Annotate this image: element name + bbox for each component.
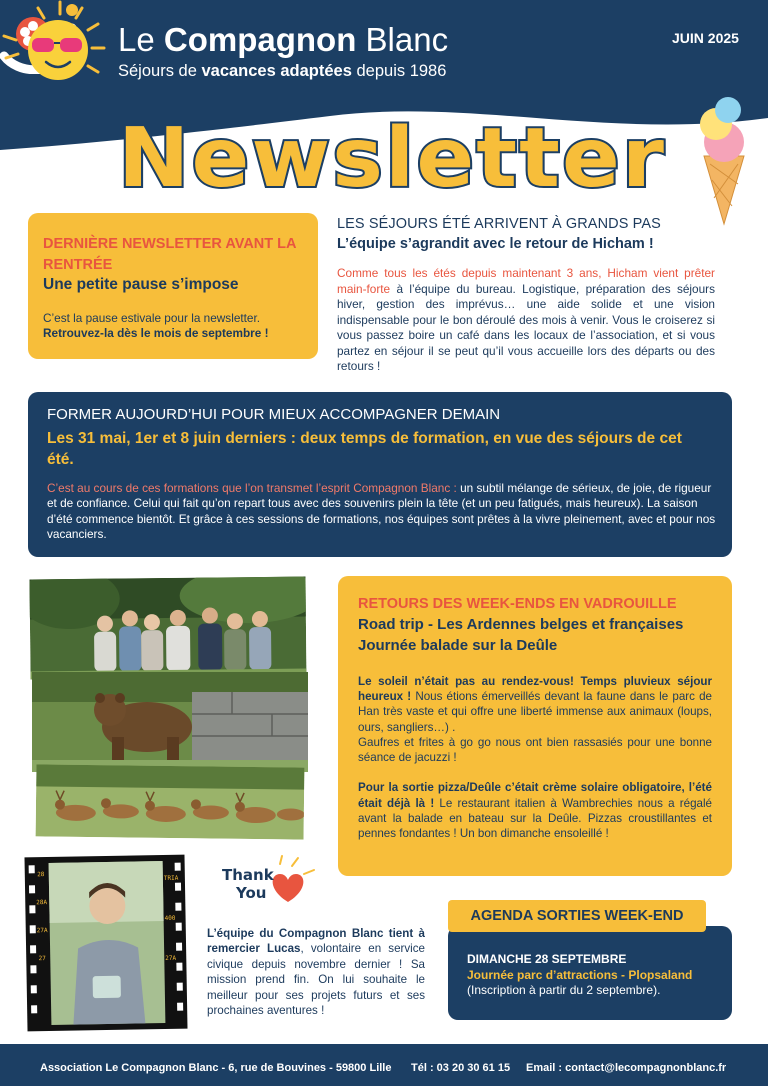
lucas-film-photo (24, 855, 187, 1032)
training-body: C’est au cours de ces formations que l’on transmet l’esprit Compagnon Blanc : un subtil mélange de sérieux, de joie, de rigueur et de confiance. Celui qui fait qu’on repart tous avec des souvenirs plein la tête (et un peu fatigués, mais heureux). La saison d’été commence bientôt. Et grâce à ces sessions de formations, nos équipes sont prêtes à la vivre pleinement, avec et pour nos vacanciers. (47, 481, 716, 541)
summer-subtitle: L’équipe s’agrandit avec le retour de Hicham ! (337, 236, 654, 252)
agenda-note: (Inscription à partir du 2 septembre). (467, 983, 661, 998)
thanks-text: L’équipe du Compagnon Blanc tient à remercier Lucas, volontaire en service civique depuis novembre dernier ! Sa mission prend fin. On lui souhaite le meilleur pour ses projets futurs et ses prochaines aventures ! (207, 927, 425, 1018)
training-subtitle: Les 31 mai, 1er et 8 juin derniers : deux temps de formation, en vue des séjours de cet été. (47, 430, 682, 468)
svg-text:Thank: Thank (222, 866, 274, 884)
thank-you-heart-icon (218, 852, 328, 908)
agenda-content (467, 952, 727, 999)
last-newsletter-kicker: DERNIÈRE NEWSLETTER AVANT LA RENTRÉE (43, 236, 296, 273)
footer-address: Association Le Compagnon Blanc - 6, rue de Bouvines - 59800 Lille (40, 1062, 392, 1074)
newsletter-title (118, 108, 678, 204)
last-newsletter-subtitle: Une petite pause s’impose (43, 276, 239, 293)
brand-name: Le Compagnon Blanc (118, 21, 449, 58)
summer-article (337, 216, 715, 375)
issue-date: JUIN 2025 (672, 30, 739, 46)
sun-sunglasses-icon (0, 0, 110, 96)
ice-cream-icon (690, 94, 756, 226)
weekends-card (338, 576, 732, 876)
training-card (28, 392, 732, 557)
weekends-kicker: RETOURS DES WEEK-ENDS EN VADROUILLE (358, 596, 677, 612)
agenda-event: Journée parc d’attractions - Plopsaland (467, 967, 693, 982)
film-edge-labels: 28 28A 27A 27 (36, 871, 48, 963)
weekends-body: Le soleil n’était pas au rendez-vous! Temps pluvieux séjour heureux ! Nous étions émerveillés devant la faune dans le parc de Han très vaste et qui offre une liberté immense aux animaux (loups, ours, sangliers…) . Gaufres et frites à go go nous ont bien rassasiés pour une bonne séance de jacuzzi ! Pour la sortie pizza/Deûle c’était crème solaire obligatoire, l’été était déjà là ! Le restaurant italien à Wambrechies nous a régalé avant la balade en bateau sur la Deûle. Pizzas croustillantes et pennes fondantes ! Un bon dimanche ensoleillé ! (358, 675, 712, 841)
footer-email[interactable]: Email : contact@lecompagnonblanc.fr (526, 1062, 727, 1074)
footer (0, 1044, 768, 1086)
deer-photo (36, 764, 305, 839)
weekends-subtitle-2: Journée balade sur la Deûle (358, 637, 558, 654)
svg-text:You: You (236, 884, 267, 902)
agenda-tab: AGENDA SORTIES WEEK-END (448, 900, 706, 932)
last-newsletter-card (28, 213, 318, 359)
film-edge-labels-right: TRIA 400 27A (163, 874, 179, 962)
brand-block (118, 20, 448, 81)
bear-photo (32, 672, 308, 772)
weekends-subtitle-1: Road trip - Les Ardennes belges et françaises (358, 616, 684, 633)
svg-text:Newsletter: Newsletter (118, 111, 666, 204)
brand-tagline: Séjours de vacances adaptées depuis 1986 (118, 62, 447, 80)
training-title: FORMER AUJOURD’HUI POUR MIEUX ACCOMPAGNER DEMAIN (47, 406, 501, 423)
summer-title: LES SÉJOURS ÉTÉ ARRIVENT À GRANDS PAS (337, 216, 661, 232)
summer-body: Comme tous les étés depuis maintenant 3 ans, Hicham vient prêter main-forte à l’équipe du bureau. Logistique, préparation des séjours hiver, gestion des imprévus… une aide solide et une vision indispensable pour le bon déroulé des mois à venir. Vous le croiserez si vous passez boire un café dans les locaux de l’association, et si vous partez en séjour il se peut qu’il vous accueille lors des départs ou des retours ! (337, 266, 715, 373)
agenda-date: DIMANCHE 28 SEPTEMBRE (467, 952, 627, 966)
footer-phone: Tél : 03 20 30 61 15 (411, 1062, 511, 1074)
group-photo (29, 577, 306, 680)
last-newsletter-text: C’est la pause estivale pour la newsletter. Retrouvez-la dès le mois de septembre ! (43, 311, 269, 341)
